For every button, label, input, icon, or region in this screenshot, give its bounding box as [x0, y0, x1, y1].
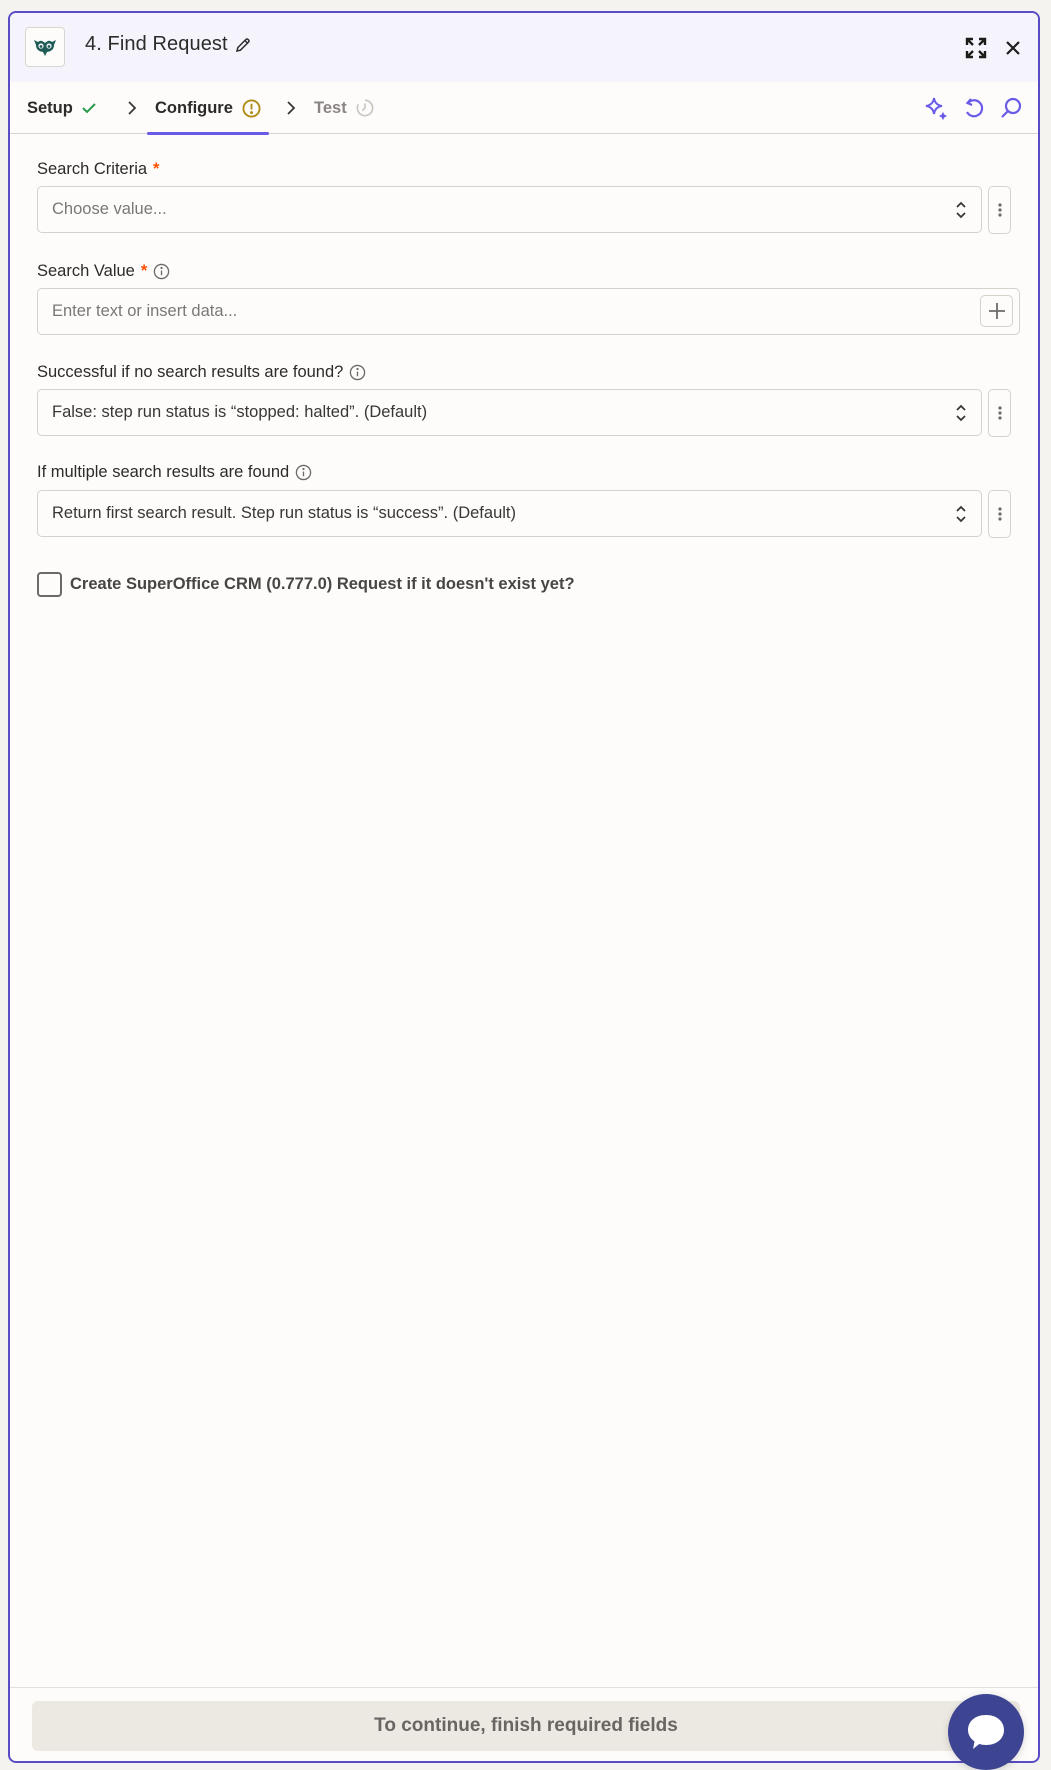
search-icon [1000, 97, 1022, 119]
tab-setup-label: Setup [27, 98, 73, 117]
no-results-label-text: Successful if no search results are found? [37, 363, 344, 381]
info-icon[interactable] [349, 364, 366, 381]
tab-setup[interactable] [27, 82, 96, 134]
ai-assist-button[interactable] [923, 95, 949, 121]
check-icon [82, 102, 96, 114]
alert-circle-icon [242, 99, 261, 118]
search-criteria-options-button[interactable] [988, 186, 1011, 234]
pencil-icon[interactable] [235, 37, 251, 53]
search-button[interactable] [998, 95, 1024, 121]
chevron-right-icon [124, 99, 140, 117]
no-results-options-button[interactable] [988, 389, 1011, 437]
multiple-results-value: Return first search result. Step run status is “success”. (Default) [52, 504, 516, 522]
undo-button[interactable] [961, 95, 987, 121]
step-title: 4. Find Request [85, 33, 228, 55]
no-results-label [37, 363, 366, 382]
continue-button[interactable]: To continue, finish required fields [32, 1701, 1020, 1751]
multiple-results-options-button[interactable] [988, 490, 1011, 538]
search-value-label-text: Search Value [37, 262, 135, 280]
search-criteria-label [37, 160, 159, 179]
panel-header [10, 13, 1038, 82]
create-if-missing-option[interactable] [37, 572, 575, 597]
insert-data-button[interactable] [980, 295, 1013, 327]
expand-button[interactable] [963, 35, 989, 61]
step-tabs [10, 82, 1038, 134]
kebab-menu-icon [998, 203, 1002, 217]
info-icon[interactable] [295, 464, 312, 481]
chevron-right-icon [283, 99, 299, 117]
sparkle-icon [924, 96, 948, 120]
no-results-select[interactable] [37, 389, 982, 436]
kebab-menu-icon [998, 406, 1002, 420]
plus-icon [988, 302, 1006, 320]
search-criteria-placeholder: Choose value... [52, 200, 167, 218]
search-criteria-label-text: Search Criteria [37, 160, 148, 178]
tab-test-label: Test [314, 98, 347, 117]
close-button[interactable] [1000, 35, 1026, 61]
required-marker: * [153, 160, 160, 178]
create-if-missing-checkbox[interactable] [37, 572, 62, 597]
search-value-placeholder: Enter text or insert data... [52, 302, 238, 320]
owl-logo-icon [33, 37, 57, 57]
search-value-label [37, 262, 170, 281]
tab-configure[interactable] [155, 82, 261, 134]
info-icon[interactable] [153, 263, 170, 280]
select-arrows-icon [955, 504, 967, 524]
undo-icon [963, 97, 985, 119]
step-editor-panel [8, 11, 1040, 1763]
search-criteria-select[interactable] [37, 186, 982, 233]
kebab-menu-icon [998, 507, 1002, 521]
chat-support-button[interactable] [948, 1694, 1024, 1770]
create-if-missing-label: Create SuperOffice CRM (0.777.0) Request if it doesn't exist yet? [70, 575, 575, 593]
chat-bubble-icon [966, 1713, 1006, 1751]
tab-configure-label: Configure [155, 98, 233, 117]
close-icon [1006, 41, 1020, 55]
multiple-results-label-text: If multiple search results are found [37, 463, 290, 481]
footer-divider [10, 1687, 1038, 1688]
search-value-input[interactable] [37, 288, 1020, 335]
tab-test[interactable] [314, 82, 374, 134]
select-arrows-icon [955, 403, 967, 423]
select-arrows-icon [955, 200, 967, 220]
multiple-results-label [37, 463, 312, 482]
no-results-value: False: step run status is “stopped: halted”. (Default) [52, 403, 428, 421]
required-marker: * [140, 262, 148, 280]
clock-icon [356, 99, 374, 117]
multiple-results-select[interactable] [37, 490, 982, 537]
expand-icon [965, 37, 987, 59]
app-icon [25, 27, 65, 67]
